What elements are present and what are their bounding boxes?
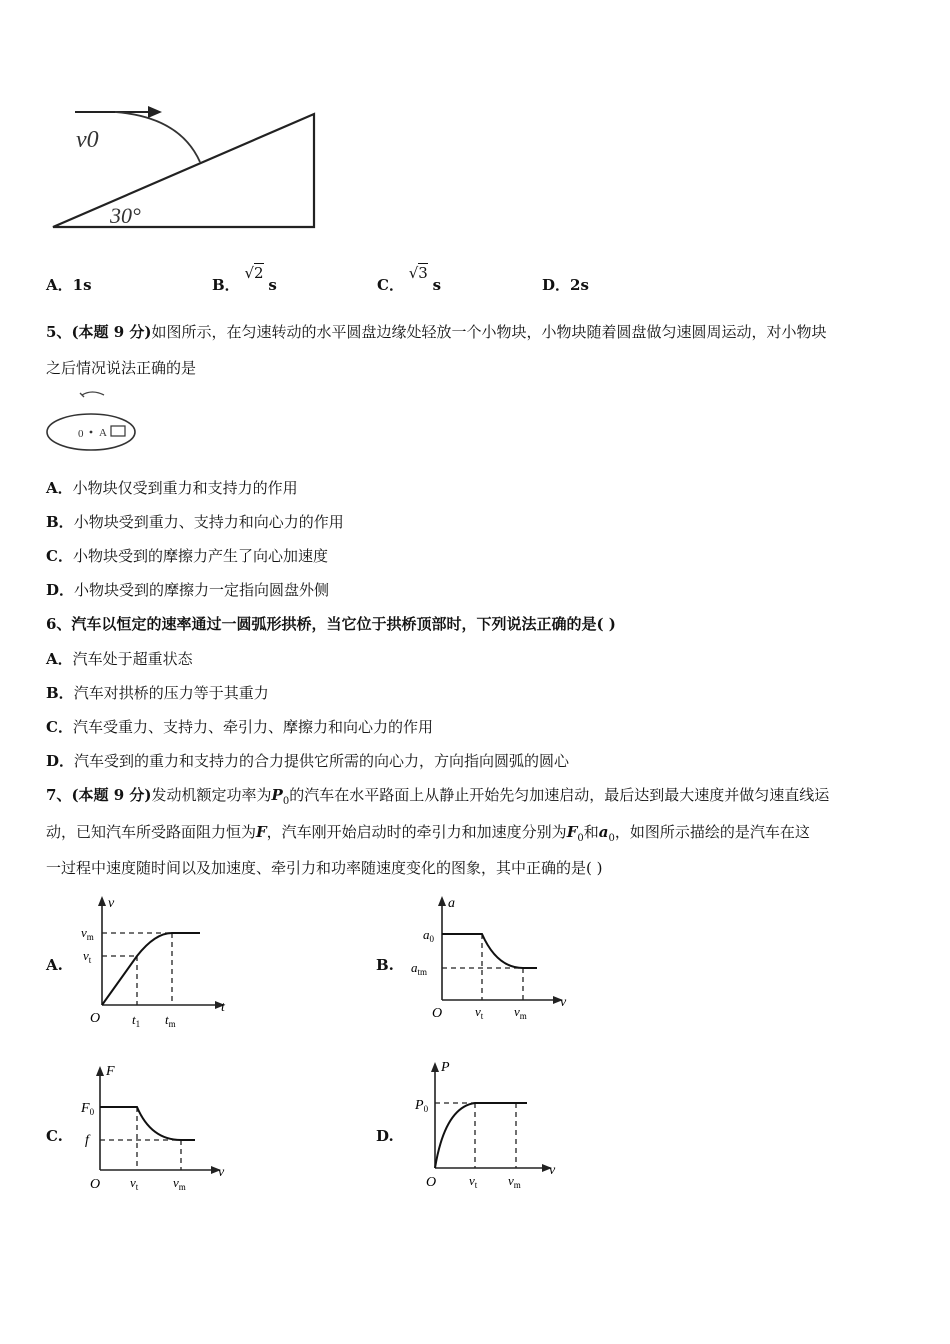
y-axis-arrowhead — [96, 1066, 104, 1076]
acceleration-curve — [442, 934, 537, 968]
q5-tag: (本题 9 分) — [71, 323, 152, 341]
option-text: 小物块受到的摩擦力产生了向心加速度 — [72, 547, 328, 565]
x-axis-label: v — [549, 1163, 556, 1178]
rotation-arrow-icon — [82, 392, 104, 395]
q6-option-d[interactable] — [46, 750, 569, 771]
q7-text: 的汽车在水平路面上从静止开始先匀加速启动，最后达到最大速度并做匀速直线运 — [289, 786, 830, 804]
vm-label — [508, 1173, 521, 1190]
option-text: 汽车受到的重力和支持力的合力提供它所需的向心力，方向指向圆弧的圆心 — [74, 752, 570, 770]
t1-main: t — [132, 1012, 136, 1027]
vm-label — [514, 1004, 527, 1021]
x-axis-label: v — [560, 995, 567, 1010]
option-unit: s — [268, 276, 277, 294]
vt-label — [130, 1175, 139, 1192]
force-curve — [100, 1107, 195, 1140]
p0-sub: 0 — [423, 1104, 429, 1114]
tm-main: t — [165, 1012, 169, 1027]
vm-sub: m — [178, 1182, 186, 1192]
small-block — [111, 426, 125, 436]
x-axis-label: v — [218, 1165, 225, 1180]
vt-sub: t — [480, 1011, 484, 1021]
y-axis-label: a — [448, 896, 455, 911]
origin-label: O — [90, 1011, 101, 1026]
a0-label — [423, 927, 435, 944]
symbol-f0: F — [566, 823, 578, 841]
sqrt-symbol: √ — [408, 264, 419, 282]
graph-d-letter[interactable]: D. — [376, 1127, 394, 1145]
graph-d — [405, 1052, 570, 1197]
graph-c-letter[interactable]: C. — [46, 1127, 63, 1145]
q5-stem-line2: 之后情况说法正确的是 — [46, 359, 197, 377]
y-axis-label: v — [108, 896, 115, 911]
graph-a-letter[interactable]: A. — [46, 956, 63, 974]
symbol-sub: 0 — [282, 796, 290, 807]
q5-stem-text: 如图所示，在匀速转动的水平圆盘边缘处轻放一个小物块，小物块随着圆盘做匀速圆周运动，对小物块 — [151, 323, 827, 341]
vm-main: v — [514, 1004, 520, 1019]
q4-option-d[interactable] — [542, 274, 589, 295]
vm-main: v — [173, 1175, 179, 1190]
vm-main: v — [508, 1173, 514, 1188]
velocity-curve — [102, 933, 200, 1005]
origin-label: O — [432, 1006, 443, 1021]
vt-main: v — [83, 948, 89, 963]
point-a-label: A — [99, 427, 107, 439]
q5-stem-line1 — [46, 321, 827, 342]
trajectory-curve — [115, 112, 200, 162]
graph-b-letter[interactable]: B. — [376, 956, 394, 974]
vm-sub: m — [86, 932, 94, 942]
origin-label: O — [426, 1175, 437, 1190]
option-letter: A． — [46, 479, 73, 497]
power-curve — [435, 1103, 527, 1168]
vm-label — [81, 925, 94, 942]
f0-label — [80, 1101, 95, 1117]
f-label: f — [85, 1133, 89, 1148]
q7-text: ，如图所示描绘的是汽车在这 — [614, 823, 810, 841]
symbol-p: P — [271, 786, 283, 804]
atm-label — [411, 960, 427, 977]
incline-figure — [40, 95, 330, 240]
vm-sub: m — [519, 1011, 527, 1021]
option-letter: B． — [46, 684, 74, 702]
q7-text: ，汽车刚开始启动时的牵引力和加速度分别为 — [266, 823, 567, 841]
vt-label — [83, 948, 92, 965]
q7-stem-line1 — [46, 784, 829, 807]
sqrt-expression — [409, 264, 428, 282]
vt-main: v — [130, 1175, 136, 1190]
y-axis-arrowhead — [438, 896, 446, 906]
option-letter: D． — [46, 581, 75, 599]
vm-label — [173, 1175, 186, 1192]
v0-label: v0 — [76, 127, 99, 153]
vt-label — [475, 1004, 484, 1021]
q4-option-c[interactable] — [377, 264, 442, 295]
t1-label — [132, 1012, 140, 1029]
option-text: 1s — [72, 276, 92, 294]
tm-label — [165, 1012, 176, 1029]
q7-stem-line2 — [46, 821, 810, 844]
symbol-sub: 0 — [608, 833, 615, 844]
velocity-arrowhead — [148, 106, 162, 118]
graph-b — [405, 888, 575, 1028]
f0-main: F — [81, 1101, 90, 1116]
p0-main: P — [415, 1098, 424, 1113]
option-text: 汽车对拱桥的压力等于其重力 — [73, 684, 269, 702]
angle-label: 30° — [110, 203, 141, 228]
q5-option-c[interactable] — [46, 545, 328, 566]
option-letter: B． — [212, 276, 240, 294]
vt-main: v — [469, 1173, 475, 1188]
q6-stem: 6、汽车以恒定的速率通过一圆弧形拱桥，当它位于拱桥顶部时，下列说法正确的是( ) — [46, 615, 616, 633]
sqrt-symbol: √ — [244, 264, 255, 282]
q7-tag: (本题 9 分) — [71, 786, 152, 804]
a0-main: a — [423, 927, 430, 942]
y-axis-label: P — [441, 1060, 450, 1075]
p0-label — [414, 1098, 429, 1114]
q5-number: 5、 — [46, 323, 72, 341]
q7-text: 和 — [583, 823, 599, 841]
symbol-a0: a — [598, 823, 609, 841]
option-letter: C． — [46, 547, 73, 565]
x-axis-label: t — [221, 1000, 225, 1015]
option-text: 2s — [570, 276, 589, 294]
option-letter: D． — [542, 276, 571, 294]
option-unit: s — [432, 276, 442, 294]
disk-figure — [44, 385, 144, 455]
y-axis-label: F — [106, 1064, 115, 1079]
tm-sub: m — [168, 1019, 176, 1029]
option-text: 汽车受重力、支持力、牵引力、摩擦力和向心力的作用 — [72, 718, 433, 736]
option-letter: A． — [46, 650, 73, 668]
q6-option-c[interactable] — [46, 716, 433, 737]
atm-main: a — [411, 960, 418, 975]
option-letter: C． — [46, 718, 73, 736]
vt-label — [469, 1173, 478, 1190]
q7-number: 7、 — [46, 786, 72, 804]
y-axis-arrowhead — [431, 1062, 439, 1072]
symbol-f: F — [256, 823, 267, 841]
graph-a — [75, 888, 240, 1033]
q6-option-b[interactable] — [46, 682, 269, 703]
q7-text: 动，已知汽车所受路面阻力恒为 — [46, 823, 257, 841]
option-text: 汽车处于超重状态 — [72, 650, 193, 668]
f0-sub: 0 — [89, 1107, 95, 1117]
sqrt-radicand: 3 — [418, 264, 428, 282]
vt-sub: t — [135, 1182, 139, 1192]
center-dot — [90, 431, 93, 434]
vt-sub: t — [88, 955, 92, 965]
vm-main: v — [81, 925, 87, 940]
sqrt-radicand: 2 — [254, 264, 264, 282]
option-text: 小物块受到的摩擦力一定指向圆盘外侧 — [74, 581, 330, 599]
symbol-sub: 0 — [577, 833, 584, 844]
option-text: 小物块受到重力、支持力和向心力的作用 — [73, 513, 344, 531]
option-letter: A． — [46, 276, 73, 294]
center-o-label: 0 — [78, 428, 84, 440]
q6-option-a[interactable] — [46, 648, 193, 669]
vt-sub: t — [474, 1180, 478, 1190]
y-axis-arrowhead — [98, 896, 106, 906]
a0-sub: 0 — [429, 934, 434, 944]
q5-option-a[interactable] — [46, 477, 298, 498]
q5-option-d[interactable] — [46, 579, 329, 600]
t1-sub: 1 — [135, 1019, 141, 1029]
graph-c — [75, 1058, 240, 1198]
vm-sub: m — [513, 1180, 521, 1190]
option-letter: D． — [46, 752, 75, 770]
option-letter: B． — [46, 513, 74, 531]
atm-sub: tm — [417, 967, 428, 977]
origin-label: O — [90, 1177, 101, 1192]
q4-option-a[interactable] — [46, 274, 92, 295]
q7-text: 发动机额定功率为 — [151, 786, 272, 804]
option-letter: C． — [377, 276, 404, 294]
option-text: 小物块仅受到重力和支持力的作用 — [72, 479, 298, 497]
vt-main: v — [475, 1004, 481, 1019]
q4-option-b[interactable] — [212, 264, 277, 295]
sqrt-expression — [244, 264, 263, 282]
q7-stem-line3: 一过程中速度随时间以及加速度、牵引力和功率随速度变化的图象，其中正确的是( ) — [46, 859, 603, 877]
q5-option-b[interactable] — [46, 511, 344, 532]
